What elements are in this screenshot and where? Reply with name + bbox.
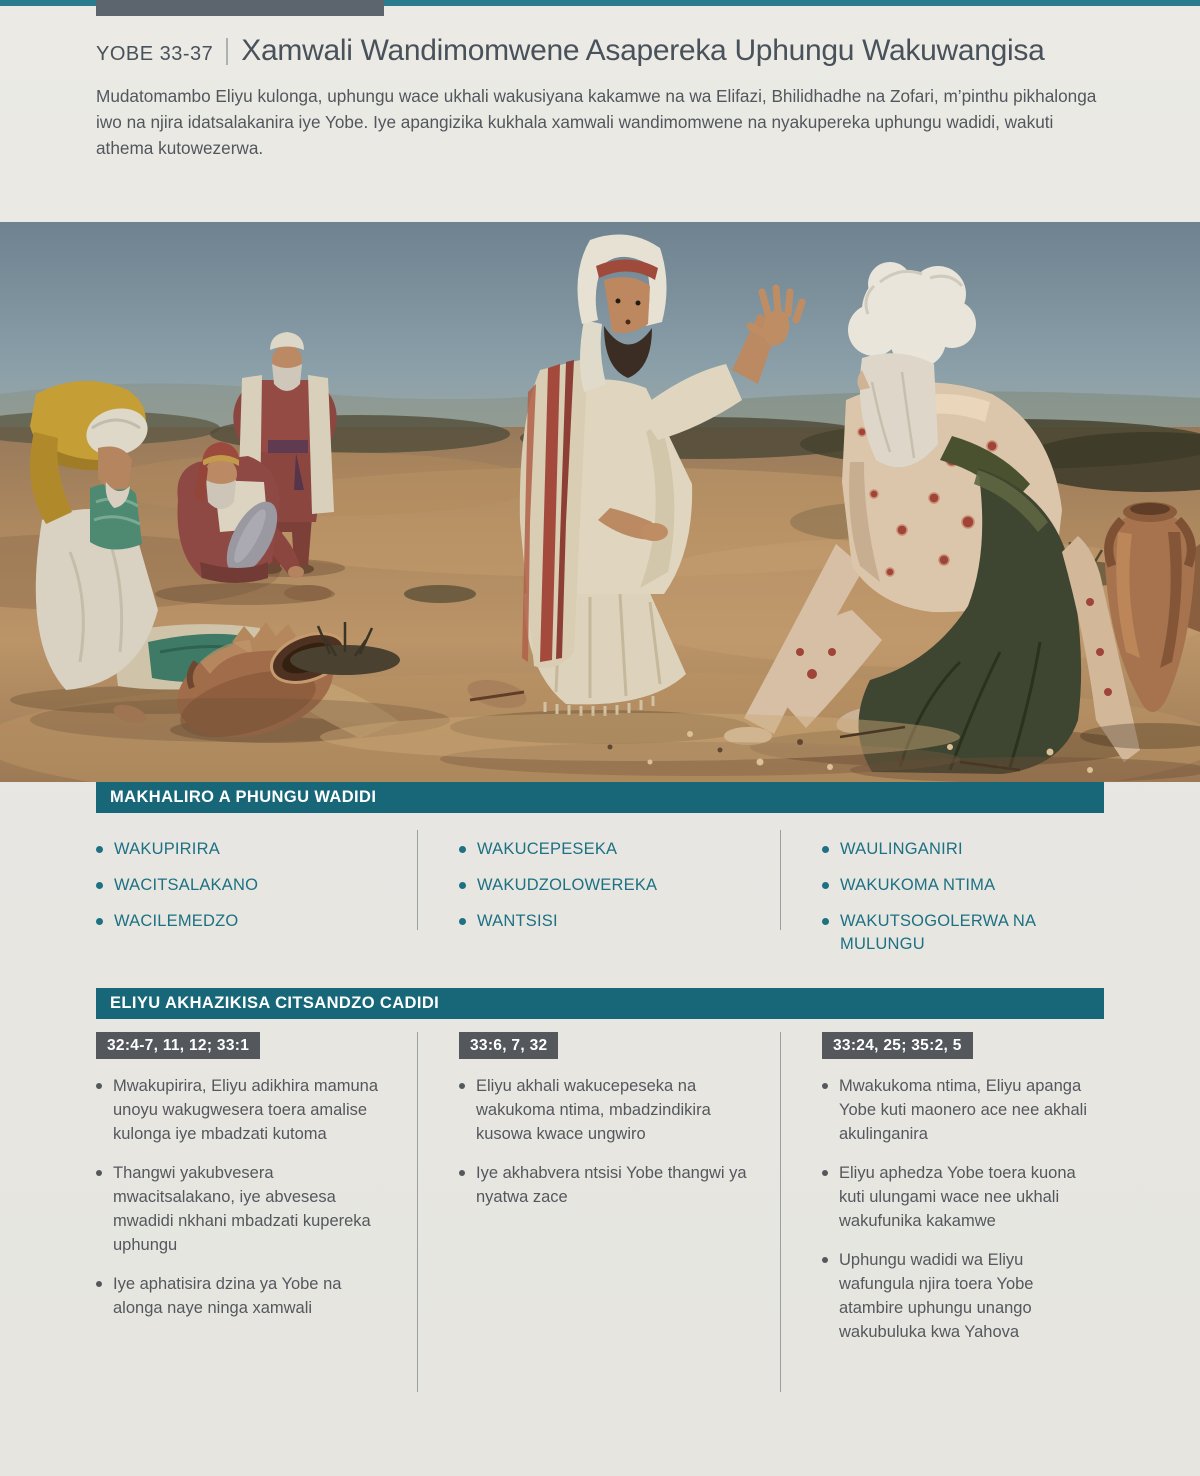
bullet-icon [822,1257,828,1263]
quality-label: WAKUKOMA NTIMA [840,876,996,894]
quality-label: WACILEMEDZO [114,912,239,930]
bullet-icon [459,918,466,925]
illustration-image [0,222,1200,782]
quality-item [96,874,417,897]
title-separator [226,38,228,65]
point-item [96,1272,417,1320]
qualities-column-1 [96,838,417,969]
point-text: Uphungu wadidi wa Eliyu wafungula njira toera Yobe atambire uphungu unango wakubuluka kwa Yahova [839,1251,1034,1341]
bullet-icon [96,1170,102,1176]
bullet-icon [459,882,466,889]
column-divider [780,1032,781,1392]
scripture-badge: 33:6, 7, 32 [459,1032,558,1059]
quality-item [96,910,417,933]
quality-item [459,874,780,897]
example-section-title: ELIYU AKHAZIKISA CITSANDZO CADIDI [110,994,440,1012]
points-list [822,1074,1104,1344]
qualities-section-bar [96,782,1104,813]
qualities-columns [96,838,1104,969]
point-text: Thangwi yakubvesera mwacitsalakano, iye abvesesa mwadidi nkhani mbadzati kupereka uphungu [113,1164,371,1254]
column-divider [417,830,418,930]
quality-label: WAKUTSOGOLERWA NA MULUNGU [840,912,1036,953]
point-item [822,1074,1104,1146]
bullet-icon [96,846,103,853]
quality-item [96,838,417,861]
bullet-icon [459,1083,465,1089]
bullet-icon [822,1170,828,1176]
quality-item [822,838,1104,861]
example-column-3 [780,1032,1104,1359]
column-divider [417,1032,418,1392]
point-text: Mwakukoma ntima, Eliyu apanga Yobe kuti maonero ace nee akhali akulinganira [839,1077,1087,1143]
example-columns [96,1032,1104,1359]
bullet-icon [822,918,829,925]
column-divider [780,830,781,930]
page-title: Xamwali Wandimomwene Asapereka Uphungu Wakuwangisa [241,34,1045,67]
point-text: Mwakupirira, Eliyu adikhira mamuna unoyu wakugwesera toera amalise kulonga iye mbadzati kutoma [113,1077,379,1143]
bullet-icon [96,1083,102,1089]
point-item [96,1161,417,1257]
example-column-1 [96,1032,417,1359]
intro-paragraph: Mudatomambo Eliyu kulonga, uphungu wace ukhali wakusiyana kakamwe na wa Elifazi, Bhilidhadhe na Zofari, m’pinthu pikhalonga iwo na njira idatsalakanira iye Yobe. Iye apangizika kukhala xamwali wandimomwene na nyakupereka uphungu wadidi, wakuti athema kutowezerwa. [96,86,1097,159]
illustration [0,222,1200,782]
bullet-icon [459,1170,465,1176]
quality-label: WANTSISI [477,912,558,930]
point-text: Eliyu akhali wakucepeseka na wakukoma ntima, mbadzindikira kusowa kwace ungwiro [476,1077,711,1143]
top-gray-tab [96,0,384,16]
page-header [96,34,1104,161]
example-column-2 [417,1032,780,1359]
bullet-icon [459,846,466,853]
bullet-icon [822,1083,828,1089]
point-item [459,1161,780,1209]
bullet-icon [96,918,103,925]
point-item [822,1248,1104,1344]
qualities-section-title: MAKHALIRO A PHUNGU WADIDI [110,788,377,806]
quality-item [822,910,1104,956]
scripture-badge: 33:24, 25; 35:2, 5 [822,1032,973,1059]
bullet-icon [96,1281,102,1287]
quality-item [459,838,780,861]
quality-label: WAULINGANIRI [840,840,963,858]
example-section-bar [96,988,1104,1019]
point-item [459,1074,780,1146]
quality-item [822,874,1104,897]
quality-label: WAKUPIRIRA [114,840,220,858]
point-item [822,1161,1104,1233]
point-text: Iye aphatisira dzina ya Yobe na alonga naye ninga xamwali [113,1275,342,1317]
bullet-icon [822,846,829,853]
points-list [459,1074,780,1209]
quality-item [459,910,780,933]
scripture-badge: 32:4-7, 11, 12; 33:1 [96,1032,260,1059]
qualities-column-3 [780,838,1104,969]
quality-label: WAKUCEPESEKA [477,840,618,858]
bullet-icon [822,882,829,889]
point-text: Iye akhabvera ntsisi Yobe thangwi ya nyatwa zace [476,1164,747,1206]
quality-label: WAKUDZOLOWEREKA [477,876,658,894]
bullet-icon [96,882,103,889]
points-list [96,1074,417,1320]
bible-reference: YOBE 33-37 [96,43,214,65]
quality-label: WACITSALAKANO [114,876,259,894]
point-item [96,1074,417,1146]
point-text: Eliyu aphedza Yobe toera kuona kuti ulungami wace nee ukhali wakufunika kakamwe [839,1164,1076,1230]
qualities-column-2 [417,838,780,969]
title-row [96,34,1104,68]
